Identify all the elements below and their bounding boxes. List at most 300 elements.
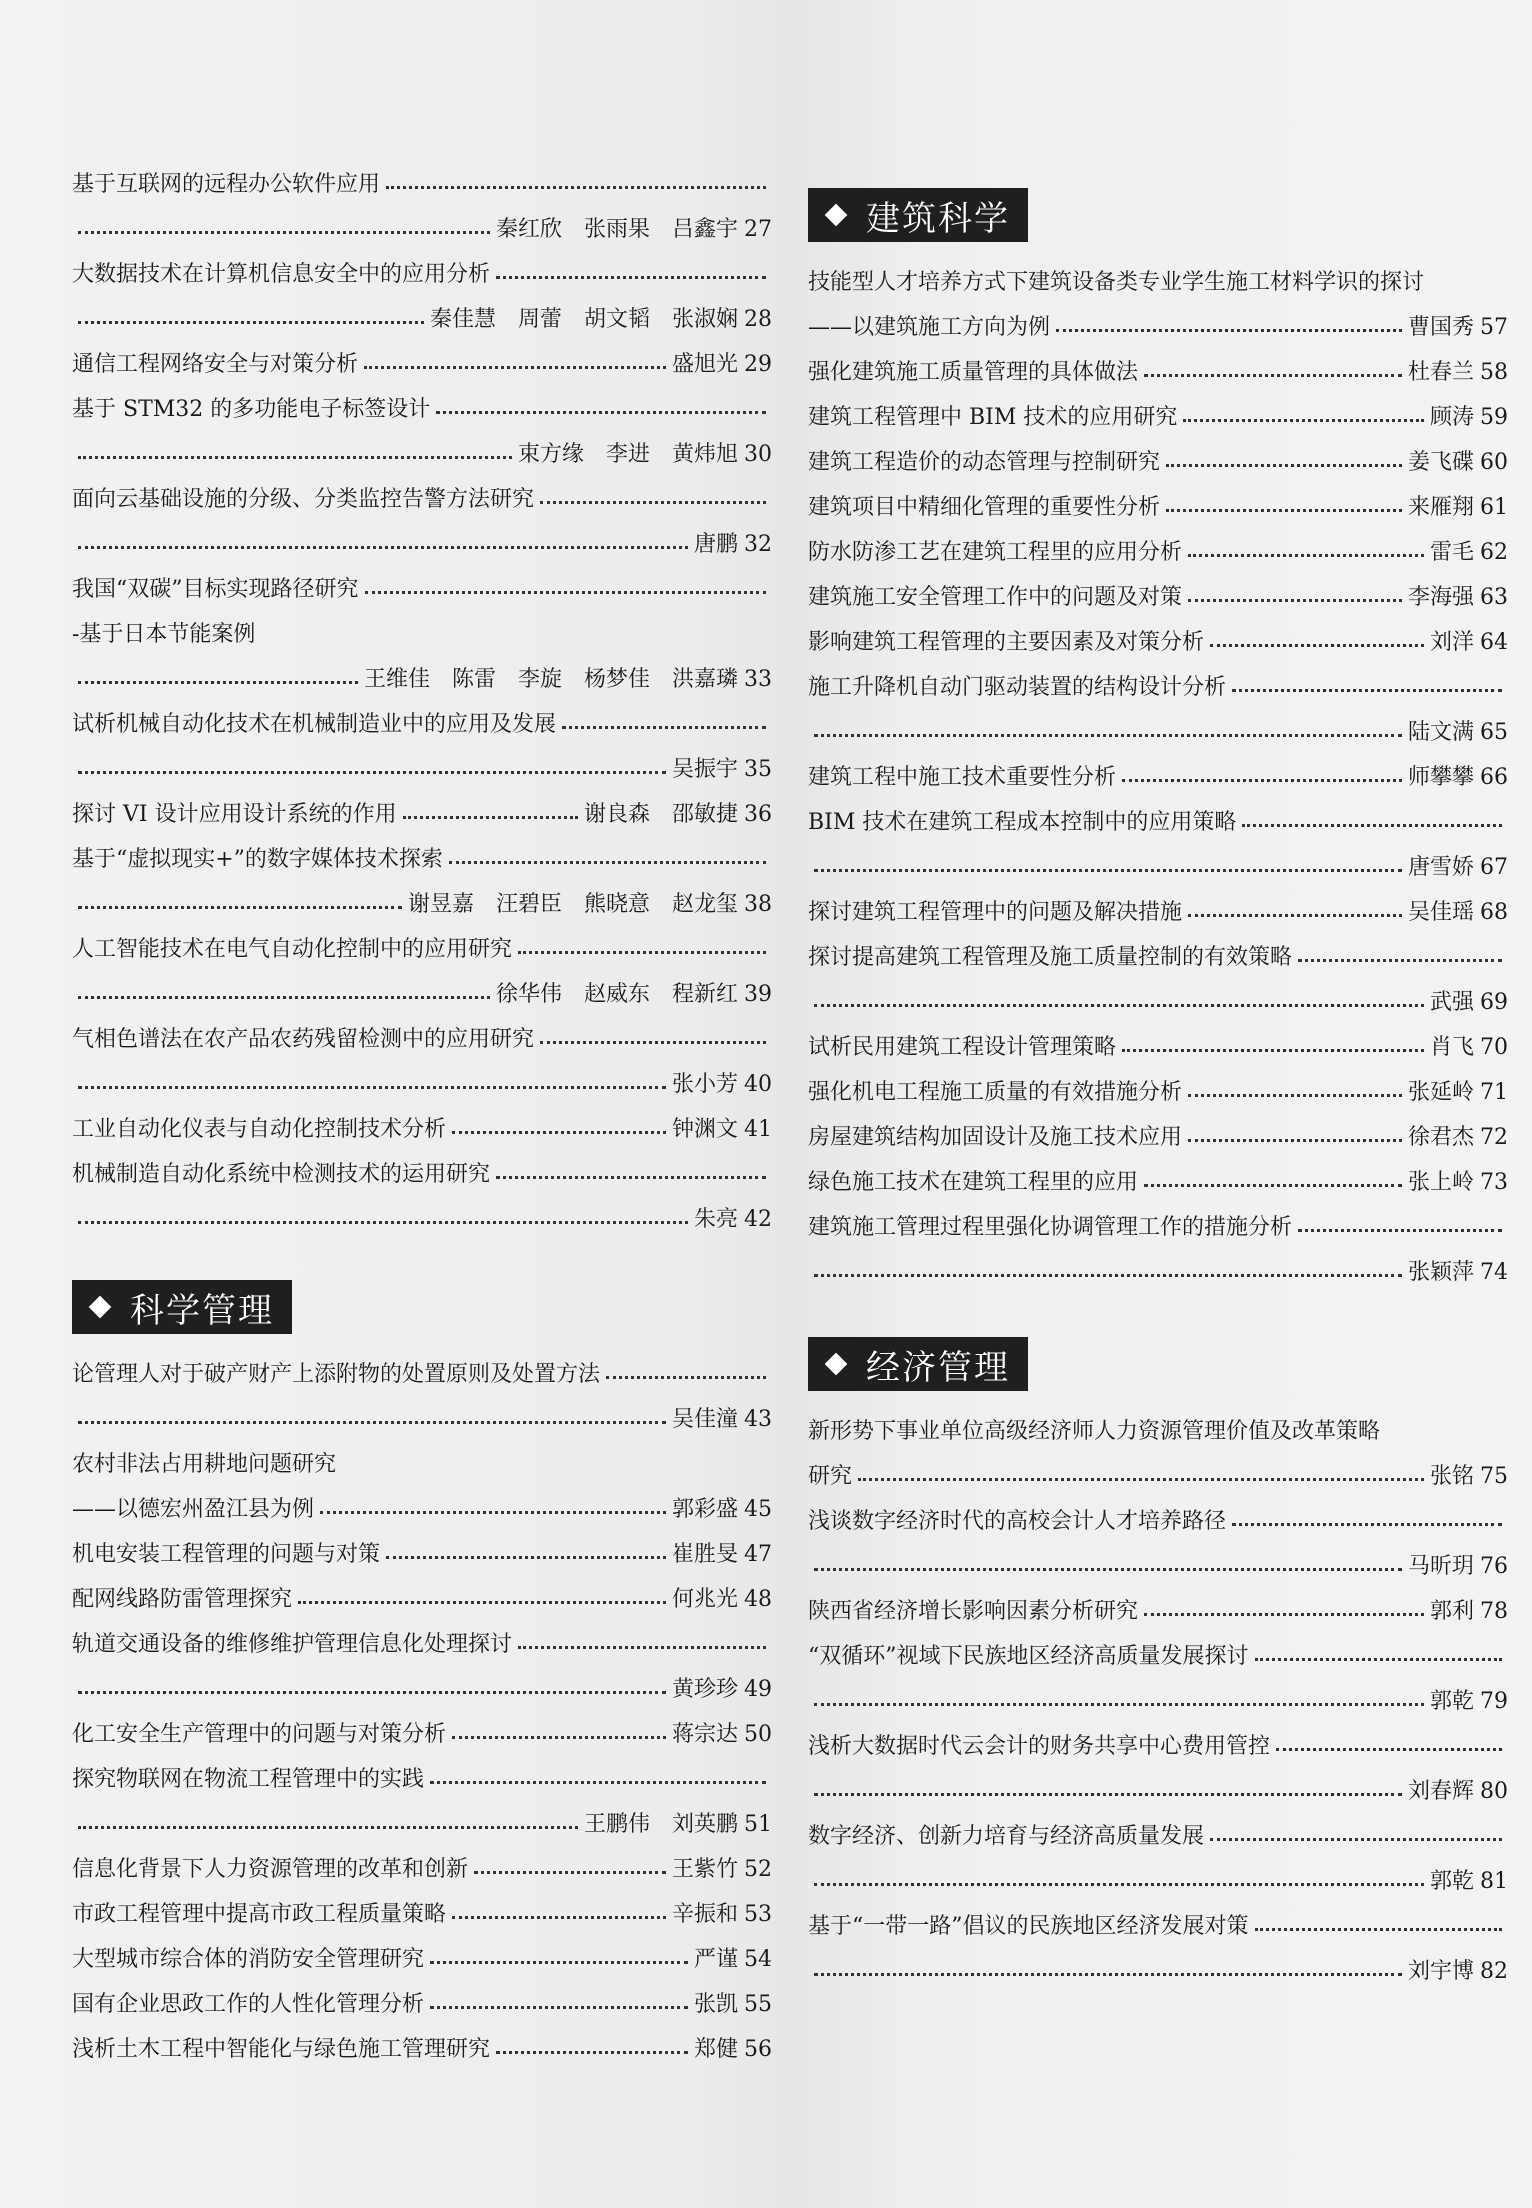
entry-title: 数字经济、创新力培育与经济高质量发展 <box>808 1824 1205 1849</box>
entry-title: “双循环”视域下民族地区经济高质量发展探讨 <box>808 1644 1249 1669</box>
leader-dots <box>1210 1836 1502 1841</box>
entry-line <box>808 1814 1508 1859</box>
toc-entry <box>808 755 1508 800</box>
leader-dots <box>1298 1227 1502 1232</box>
toc-entry <box>808 1115 1508 1160</box>
leader-dots <box>365 589 767 594</box>
entry-line <box>808 1904 1508 1949</box>
toc-entry <box>808 1160 1508 1205</box>
leader-dots <box>1188 1092 1402 1097</box>
toc-entry <box>72 1017 772 1107</box>
leader-dots <box>1188 552 1424 557</box>
leader-dots <box>814 1881 1424 1886</box>
entry-authors: 曹国秀 <box>1407 315 1474 340</box>
entry-line <box>808 800 1508 845</box>
entry-title: 新形势下事业单位高级经济师人力资源管理价值及改革策略 <box>808 1419 1381 1444</box>
entry-title: 浅析大数据时代云会计的财务共享中心费用管控 <box>808 1734 1271 1759</box>
entry-page: 82 <box>1480 1959 1508 1984</box>
entry-title: 陕西省经济增长影响因素分析研究 <box>808 1599 1139 1624</box>
entry-line <box>72 1982 772 2027</box>
entry-page: 58 <box>1480 360 1508 385</box>
entry-authors: 郭乾 <box>1429 1689 1474 1714</box>
leader-dots <box>562 724 766 729</box>
entry-title: 基于“虚拟现实+”的数字媒体技术探索 <box>72 847 443 872</box>
entry-line <box>72 1757 772 1802</box>
toc-entry <box>72 252 772 342</box>
entry-title: 试析民用建筑工程设计管理策略 <box>808 1035 1117 1060</box>
entry-title: 绿色施工技术在建筑工程里的应用 <box>808 1170 1139 1195</box>
leader-dots <box>1188 1137 1402 1142</box>
entry-line <box>808 530 1508 575</box>
entry-line <box>808 1589 1508 1634</box>
leader-dots <box>1144 372 1402 377</box>
toc-entry <box>808 665 1508 755</box>
entry-page: 59 <box>1480 405 1508 430</box>
entry-page: 71 <box>1480 1080 1508 1105</box>
entry-authors: 张颖萍 <box>1407 1260 1474 1285</box>
leader-dots <box>518 1644 766 1649</box>
entry-authors: 黄珍珍 <box>671 1677 738 1702</box>
entry-page: 68 <box>1480 900 1508 925</box>
leader-dots <box>474 1869 666 1874</box>
entry-line <box>808 440 1508 485</box>
toc-entry <box>72 1442 772 1532</box>
entry-line <box>808 935 1508 980</box>
entry-line <box>808 1544 1508 1589</box>
entry-line <box>72 837 772 882</box>
leader-dots <box>814 1002 1424 1007</box>
entry-page: 75 <box>1480 1464 1508 1489</box>
leader-dots <box>496 1174 766 1179</box>
entry-line <box>72 1152 772 1197</box>
entry-title: 论管理人对于破产财产上添附物的处置原则及处置方法 <box>72 1362 601 1387</box>
entry-page: 48 <box>744 1587 772 1612</box>
diamond-icon <box>825 204 848 227</box>
entry-page: 38 <box>744 892 772 917</box>
entry-page: 43 <box>744 1407 772 1432</box>
entry-page: 64 <box>1480 630 1508 655</box>
section-title: 科学管理 <box>130 1290 274 1331</box>
entry-line <box>72 702 772 747</box>
leader-dots <box>1276 1746 1502 1751</box>
leader-dots <box>1242 822 1502 827</box>
entry-title: 房屋建筑结构加固设计及施工技术应用 <box>808 1125 1183 1150</box>
diamond-icon <box>825 1353 848 1376</box>
leader-dots <box>78 544 688 549</box>
leader-dots <box>496 274 766 279</box>
entry-authors: 吴佳潼 <box>671 1407 738 1432</box>
entry-title: 大型城市综合体的消防安全管理研究 <box>72 1947 425 1972</box>
leader-dots <box>449 859 766 864</box>
leader-dots <box>1166 507 1402 512</box>
leader-dots <box>430 1959 688 1964</box>
entry-page: 49 <box>744 1677 772 1702</box>
entry-title: 轨道交通设备的维修维护管理信息化处理探讨 <box>72 1632 513 1657</box>
leader-dots <box>78 1419 666 1424</box>
entry-authors: 王紫竹 <box>671 1857 738 1882</box>
entry-authors: 刘洋 <box>1429 630 1474 655</box>
leader-dots <box>78 679 358 684</box>
entry-line <box>808 1724 1508 1769</box>
entry-page: 61 <box>1480 495 1508 520</box>
toc-entry <box>72 1982 772 2027</box>
entry-line <box>72 657 772 702</box>
entry-authors: 张凯 <box>693 1992 738 2017</box>
entry-line <box>72 882 772 927</box>
entry-title: 探讨建筑工程管理中的问题及解决措施 <box>808 900 1183 925</box>
entry-title: 工业自动化仪表与自动化控制技术分析 <box>72 1117 447 1142</box>
entry-authors: 吴佳瑶 <box>1407 900 1474 925</box>
entry-authors: 钟渊文 <box>671 1117 738 1142</box>
entry-line <box>808 1115 1508 1160</box>
entry-page: 69 <box>1480 990 1508 1015</box>
entry-authors: 张上岭 <box>1407 1170 1474 1195</box>
leader-dots <box>540 499 766 504</box>
entry-title: 机电安装工程管理的问题与对策 <box>72 1542 381 1567</box>
entry-page: 30 <box>744 442 772 467</box>
entry-title: 机械制造自动化系统中检测技术的运用研究 <box>72 1162 491 1187</box>
entry-line <box>808 305 1508 350</box>
entry-line <box>72 1577 772 1622</box>
entry-line <box>808 1025 1508 1070</box>
leader-dots <box>78 454 512 459</box>
entry-authors: 杜春兰 <box>1407 360 1474 385</box>
entry-line <box>808 755 1508 800</box>
toc-entry <box>808 530 1508 575</box>
entry-line <box>72 567 772 612</box>
toc-entry <box>808 1634 1508 1724</box>
entry-line <box>808 1499 1508 1544</box>
entry-title: 建筑工程管理中 BIM 技术的应用研究 <box>808 405 1178 430</box>
entry-title: 强化机电工程施工质量的有效措施分析 <box>808 1080 1183 1105</box>
entry-title: 探讨 VI 设计应用设计系统的作用 <box>72 802 397 827</box>
entry-page: 56 <box>744 2037 772 2062</box>
entry-line <box>808 620 1508 665</box>
entry-line <box>72 1062 772 1107</box>
entry-title: 试析机械自动化技术在机械制造业中的应用及发展 <box>72 712 557 737</box>
entry-title: 国有企业思政工作的人性化管理分析 <box>72 1992 425 2017</box>
entry-page: 33 <box>744 667 772 692</box>
entry-authors: 郭彩盛 <box>671 1497 738 1522</box>
entry-authors: 王鹏伟 刘英鹏 <box>583 1812 738 1837</box>
diamond-icon <box>89 1296 112 1319</box>
entry-authors: 师攀攀 <box>1407 765 1474 790</box>
entry-line <box>808 575 1508 620</box>
entry-line <box>808 1409 1508 1454</box>
leader-dots <box>430 2004 688 2009</box>
entry-authors: 李海强 <box>1407 585 1474 610</box>
entry-title: 大数据技术在计算机信息安全中的应用分析 <box>72 262 491 287</box>
entry-title: 人工智能技术在电气自动化控制中的应用研究 <box>72 937 513 962</box>
entry-title: 基于“一带一路”倡议的民族地区经济发展对策 <box>808 1914 1249 1939</box>
entry-page: 78 <box>1480 1599 1508 1624</box>
entry-authors: 秦佳慧 周蕾 胡文韬 张淑娴 <box>429 307 738 332</box>
leader-dots <box>1298 957 1502 962</box>
entry-authors: 何兆光 <box>671 1587 738 1612</box>
leader-dots <box>364 364 666 369</box>
right-column <box>808 188 1508 1994</box>
toc-entry <box>72 1757 772 1847</box>
entry-subtitle: -基于日本节能案例 <box>72 622 256 647</box>
entry-line <box>72 1107 772 1152</box>
leader-dots <box>386 184 766 189</box>
entry-title: 我国“双碳”目标实现路径研究 <box>72 577 359 602</box>
entry-title: 基于互联网的远程办公软件应用 <box>72 172 381 197</box>
toc-entry <box>808 575 1508 620</box>
leader-dots <box>518 949 766 954</box>
toc-entry <box>808 1724 1508 1814</box>
entry-title: 探讨提高建筑工程管理及施工质量控制的有效策略 <box>808 945 1293 970</box>
entry-line <box>72 747 772 792</box>
section-header-science-management <box>72 1280 292 1334</box>
leader-dots <box>814 867 1402 872</box>
leader-dots <box>1255 1926 1503 1931</box>
entry-line <box>72 1487 772 1532</box>
entry-line <box>72 252 772 297</box>
toc-entry <box>808 1205 1508 1295</box>
entry-line <box>72 1017 772 1062</box>
entry-authors: 刘春辉 <box>1407 1779 1474 1804</box>
entry-authors: 徐华伟 赵威东 程新红 <box>495 982 738 1007</box>
leader-dots <box>452 1914 666 1919</box>
entry-authors: 朱亮 <box>693 1207 738 1232</box>
toc-entry <box>72 567 772 702</box>
leader-dots <box>814 1791 1402 1796</box>
leader-dots <box>1144 1611 1424 1616</box>
entry-line <box>808 350 1508 395</box>
entry-line <box>72 477 772 522</box>
toc-entry <box>72 1352 772 1442</box>
entry-page: 74 <box>1480 1260 1508 1285</box>
entry-line <box>72 1622 772 1667</box>
entry-authors: 徐君杰 <box>1407 1125 1474 1150</box>
entry-line <box>808 710 1508 755</box>
entry-title: 强化建筑施工质量管理的具体做法 <box>808 360 1139 385</box>
entry-line <box>72 387 772 432</box>
entry-title: 建筑工程中施工技术重要性分析 <box>808 765 1117 790</box>
toc-entry <box>808 395 1508 440</box>
entry-line <box>808 1160 1508 1205</box>
entry-line <box>72 297 772 342</box>
toc-entry <box>72 1532 772 1577</box>
leader-dots <box>814 1566 1402 1571</box>
entry-authors: 谢良森 邵敏捷 <box>583 802 738 827</box>
entry-title: 基于 STM32 的多功能电子标签设计 <box>72 397 431 422</box>
entry-page: 54 <box>744 1947 772 1972</box>
toc-entry <box>808 1070 1508 1115</box>
entry-line <box>72 927 772 972</box>
leader-dots <box>540 1039 766 1044</box>
entry-line <box>808 260 1508 305</box>
entry-title-cont: 研究 <box>808 1464 853 1489</box>
toc-entry <box>72 162 772 252</box>
toc-entry <box>72 1107 772 1152</box>
leader-dots <box>403 814 578 819</box>
toc-entry <box>72 1577 772 1622</box>
entry-authors: 秦红欣 张雨果 吕鑫宇 <box>495 217 738 242</box>
toc-entry <box>808 1589 1508 1634</box>
entry-page: 35 <box>744 757 772 782</box>
entry-page: 70 <box>1480 1035 1508 1060</box>
leader-dots <box>496 2049 688 2054</box>
entry-authors: 肖飞 <box>1429 1035 1474 1060</box>
entry-authors: 顾涛 <box>1429 405 1474 430</box>
entry-authors: 王维佳 陈雷 李旋 杨梦佳 洪嘉璘 <box>363 667 738 692</box>
entry-authors: 陆文满 <box>1407 720 1474 745</box>
toc-entry <box>808 1499 1508 1589</box>
entry-page: 32 <box>744 532 772 557</box>
toc-entry <box>808 260 1508 350</box>
entry-authors: 郭乾 <box>1429 1869 1474 1894</box>
toc-entry <box>72 1892 772 1937</box>
entry-line <box>72 207 772 252</box>
entry-line <box>72 612 772 657</box>
entry-authors: 马昕玥 <box>1407 1554 1474 1579</box>
entry-line <box>72 1712 772 1757</box>
entry-line <box>808 1859 1508 1904</box>
entry-line <box>808 1949 1508 1994</box>
leader-dots <box>606 1374 766 1379</box>
toc-entry <box>808 800 1508 890</box>
toc-entry <box>808 890 1508 935</box>
leader-dots <box>1232 1521 1502 1526</box>
toc-entry <box>72 1152 772 1242</box>
entry-line <box>72 342 772 387</box>
entry-line <box>808 485 1508 530</box>
leader-dots <box>78 229 490 234</box>
entry-line <box>72 1937 772 1982</box>
leader-dots <box>814 1971 1402 1976</box>
leader-dots <box>814 1701 1424 1706</box>
leader-dots <box>1166 462 1402 467</box>
entry-line <box>72 162 772 207</box>
section-header-economic-management <box>808 1337 1028 1391</box>
leader-dots <box>78 904 402 909</box>
leader-dots <box>78 319 424 324</box>
entry-authors: 唐鹏 <box>693 532 738 557</box>
entry-page: 57 <box>1480 315 1508 340</box>
entry-page: 47 <box>744 1542 772 1567</box>
entry-title: 防水防渗工艺在建筑工程里的应用分析 <box>808 540 1183 565</box>
section-header-architecture <box>808 188 1028 242</box>
entry-authors: 郑健 <box>693 2037 738 2062</box>
toc-entry <box>808 350 1508 395</box>
leader-dots <box>1122 1047 1424 1052</box>
entry-line <box>72 1397 772 1442</box>
toc-entry <box>72 1712 772 1757</box>
entry-page: 51 <box>744 1812 772 1837</box>
leader-dots <box>814 1272 1402 1277</box>
entry-page: 66 <box>1480 765 1508 790</box>
entry-page: 65 <box>1480 720 1508 745</box>
entry-page: 39 <box>744 982 772 1007</box>
entry-title: 市政工程管理中提高市政工程质量策略 <box>72 1902 447 1927</box>
entry-line <box>72 1532 772 1577</box>
leader-dots <box>298 1599 666 1604</box>
entry-page: 79 <box>1480 1689 1508 1714</box>
entry-authors: 姜飞碟 <box>1407 450 1474 475</box>
leader-dots <box>386 1554 666 1559</box>
entry-title: 面向云基础设施的分级、分类监控告警方法研究 <box>72 487 535 512</box>
entry-title: 浅谈数字经济时代的高校会计人才培养路径 <box>808 1509 1227 1534</box>
leader-dots <box>78 769 666 774</box>
entry-authors: 严谨 <box>693 1947 738 1972</box>
entry-page: 73 <box>1480 1170 1508 1195</box>
leader-dots <box>1122 777 1402 782</box>
entry-page: 67 <box>1480 855 1508 880</box>
entry-page: 42 <box>744 1207 772 1232</box>
entry-page: 76 <box>1480 1554 1508 1579</box>
leader-dots <box>1255 1656 1503 1661</box>
entry-line <box>72 1197 772 1242</box>
entry-page: 27 <box>744 217 772 242</box>
toc-entry <box>808 1904 1508 1994</box>
toc-entry <box>808 620 1508 665</box>
entry-page: 81 <box>1480 1869 1508 1894</box>
toc-entry <box>808 935 1508 1025</box>
entry-page: 52 <box>744 1857 772 1882</box>
toc-entry <box>72 702 772 792</box>
leader-dots <box>436 409 766 414</box>
entry-page: 53 <box>744 1902 772 1927</box>
entry-authors: 盛旭光 <box>671 352 738 377</box>
leader-dots <box>78 1824 578 1829</box>
entry-title: 建筑施工管理过程里强化协调管理工作的措施分析 <box>808 1215 1293 1240</box>
toc-entry <box>808 1814 1508 1904</box>
entry-authors: 雷毛 <box>1429 540 1474 565</box>
toc-entry <box>72 1847 772 1892</box>
entry-authors: 刘宇博 <box>1407 1959 1474 1984</box>
entry-title: 影响建筑工程管理的主要因素及对策分析 <box>808 630 1205 655</box>
toc-entry <box>72 792 772 837</box>
entry-line <box>72 1847 772 1892</box>
entry-title: 探究物联网在物流工程管理中的实践 <box>72 1767 425 1792</box>
entry-title: 农村非法占用耕地问题研究 <box>72 1452 337 1477</box>
left-column <box>72 162 772 2072</box>
toc-entry <box>72 1937 772 1982</box>
toc-entry <box>72 927 772 1017</box>
entry-page: 50 <box>744 1722 772 1747</box>
entry-line <box>808 980 1508 1025</box>
leader-dots <box>1188 912 1402 917</box>
entry-authors: 谢昱嘉 汪碧臣 熊晓意 赵龙玺 <box>407 892 738 917</box>
leader-dots <box>1232 687 1502 692</box>
toc-entry <box>72 2027 772 2072</box>
entry-authors: 张小芳 <box>671 1072 738 1097</box>
leader-dots <box>1056 327 1402 332</box>
entry-title: 气相色谱法在农产品农药残留检测中的应用研究 <box>72 1027 535 1052</box>
leader-dots <box>814 732 1402 737</box>
leader-dots <box>320 1509 666 1514</box>
entry-line <box>72 1667 772 1712</box>
toc-entry <box>72 477 772 567</box>
entry-line <box>808 1769 1508 1814</box>
entry-line <box>72 1352 772 1397</box>
entry-page: 45 <box>744 1497 772 1522</box>
entry-page: 60 <box>1480 450 1508 475</box>
entry-line <box>808 1634 1508 1679</box>
section-title: 建筑科学 <box>866 198 1010 239</box>
leader-dots <box>78 1689 666 1694</box>
entry-line <box>72 1802 772 1847</box>
entry-title: 施工升降机自动门驱动装置的结构设计分析 <box>808 675 1227 700</box>
entry-line <box>72 522 772 567</box>
entry-line <box>72 1892 772 1937</box>
entry-line <box>72 1442 772 1487</box>
entry-authors: 崔胜旻 <box>671 1542 738 1567</box>
toc-entry <box>72 387 772 477</box>
entry-authors: 张延岭 <box>1407 1080 1474 1105</box>
